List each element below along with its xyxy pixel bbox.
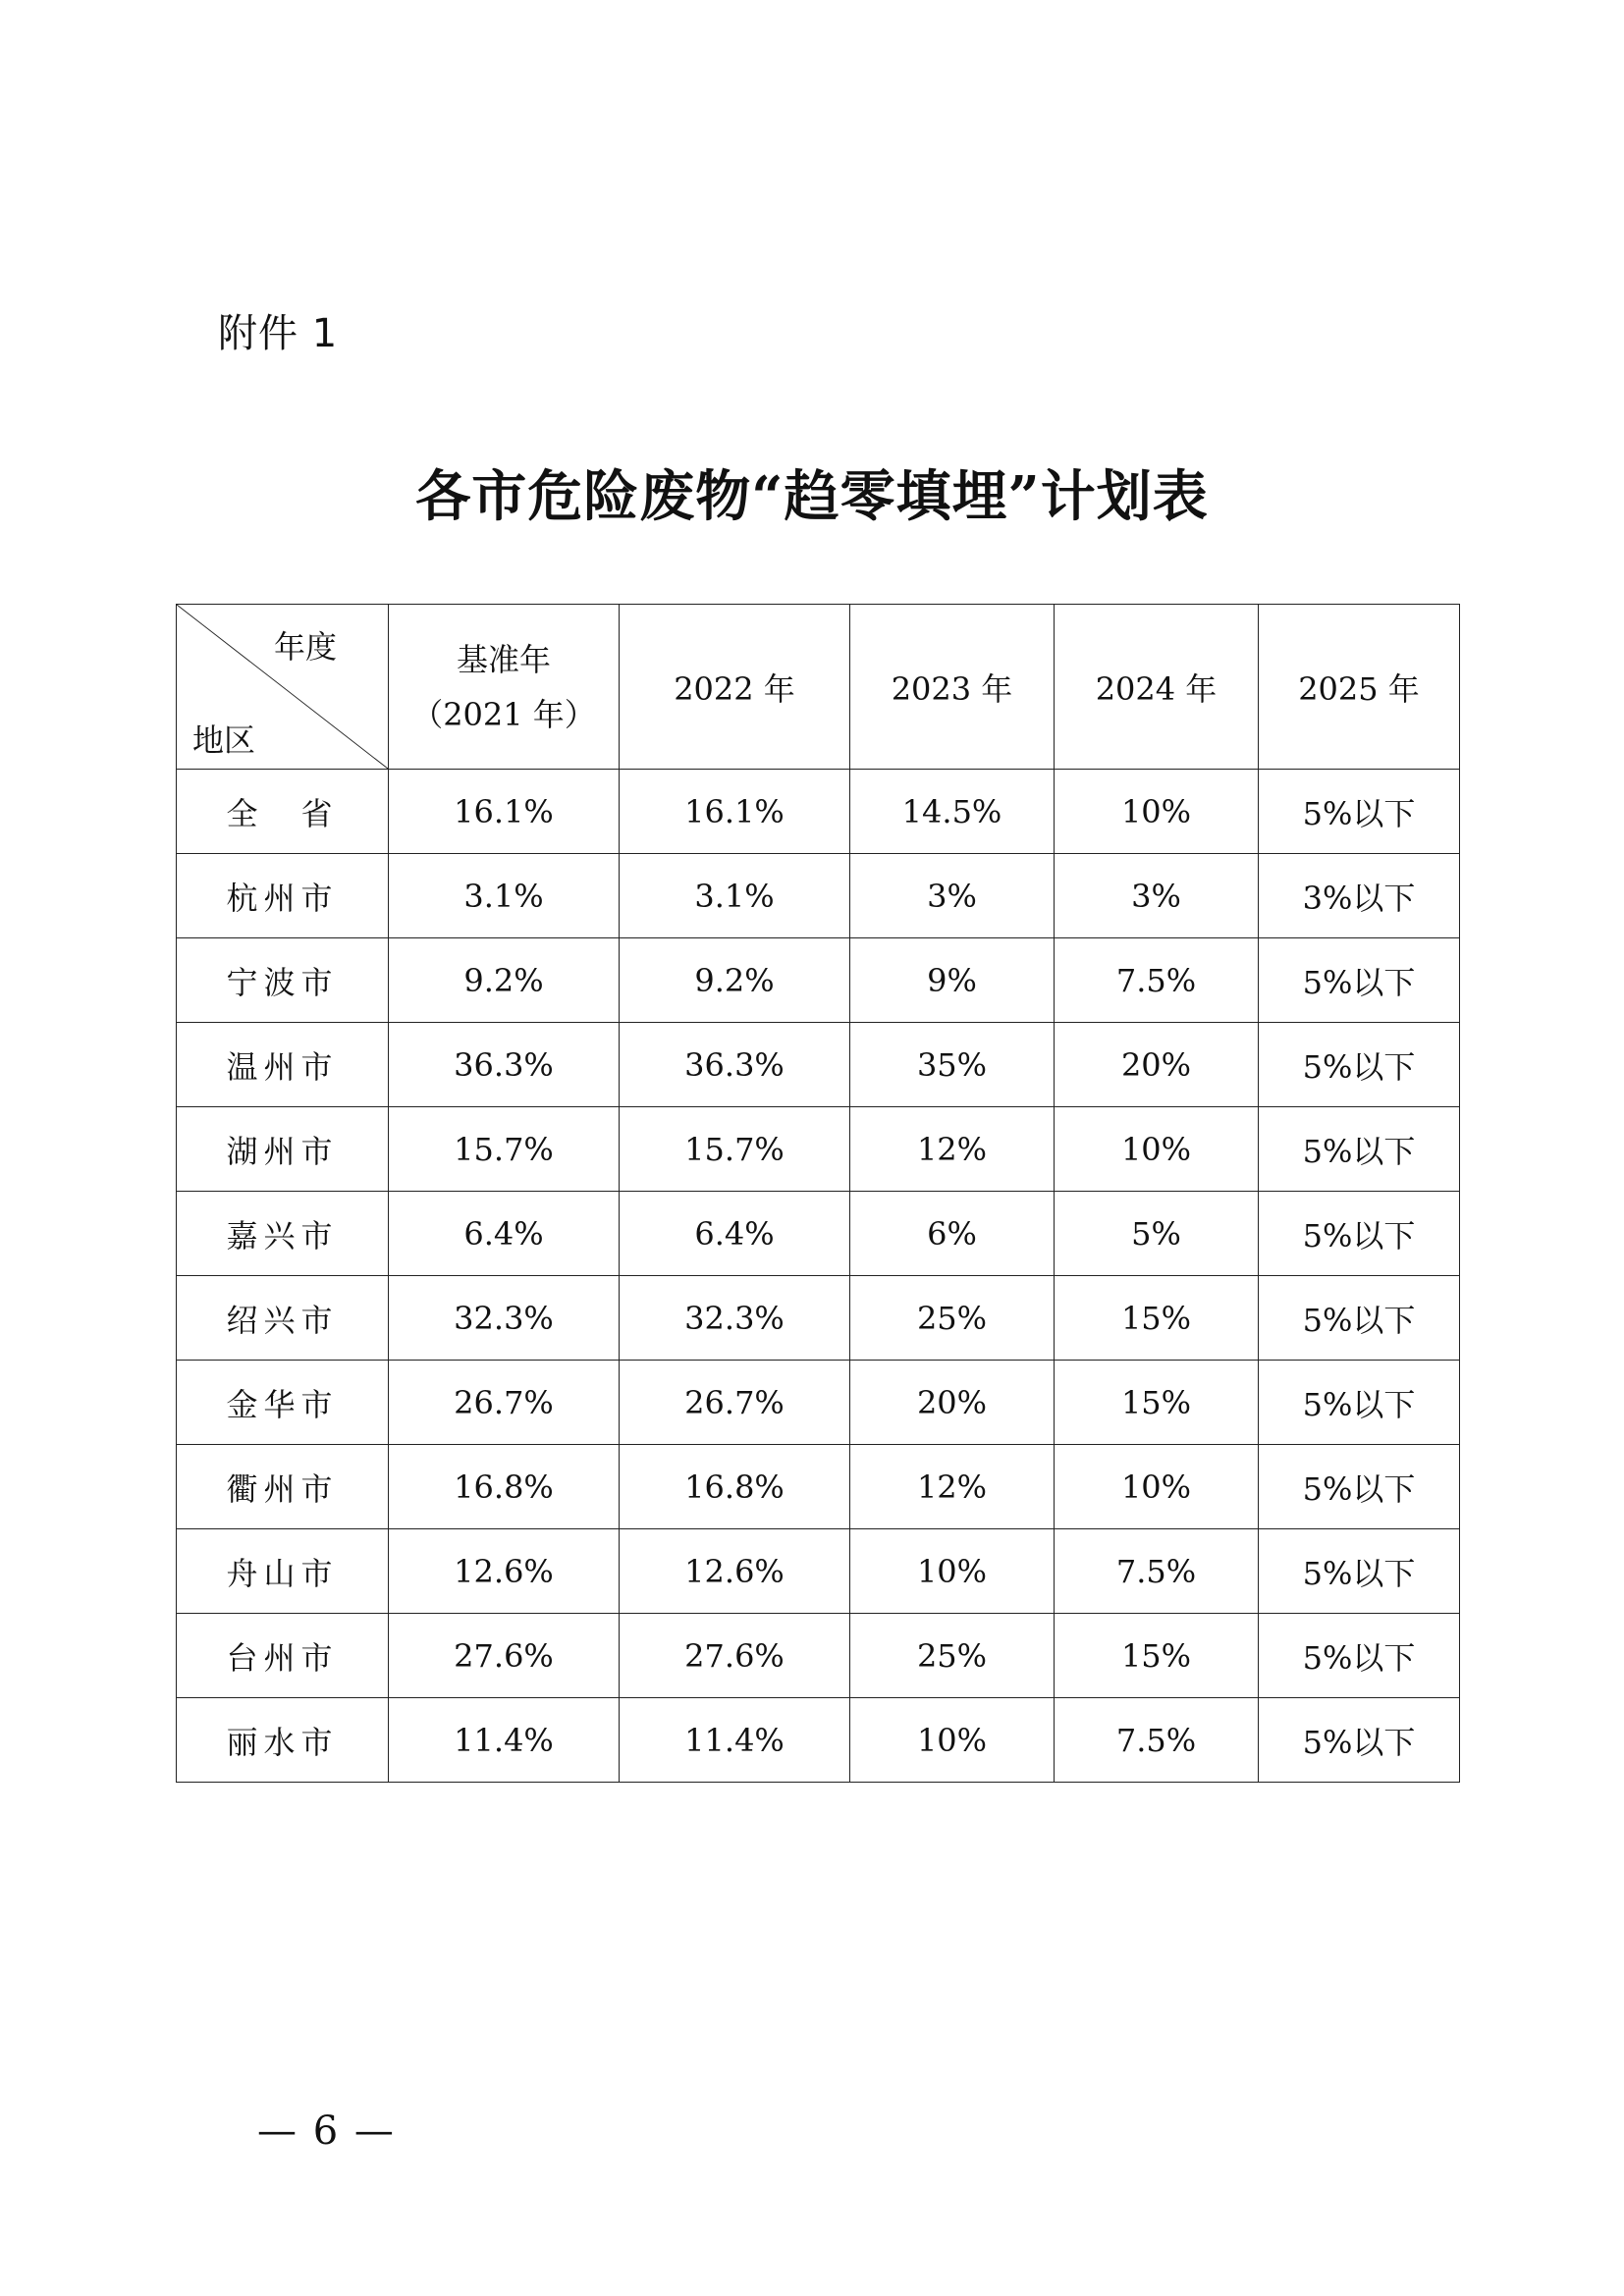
region-cell: 丽水市 — [177, 1698, 389, 1783]
corner-region-label: 地区 — [192, 721, 256, 759]
year-value-cell: 5%以下 — [1259, 1529, 1460, 1614]
year-value-cell: 36.3% — [620, 1023, 850, 1107]
year-value-cell: 5%以下 — [1259, 1276, 1460, 1361]
region-cell: 绍兴市 — [177, 1276, 389, 1361]
year-value-cell: 15.7% — [620, 1107, 850, 1192]
region-cell: 温州市 — [177, 1023, 389, 1107]
region-cell: 金华市 — [177, 1361, 389, 1445]
base-year-value-cell: 3.1% — [389, 854, 620, 938]
year-value-cell: 5%以下 — [1259, 1614, 1460, 1698]
region-cell: 全 省 — [177, 770, 389, 854]
year-value-cell: 5%以下 — [1259, 1698, 1460, 1783]
year-value-cell: 15% — [1055, 1614, 1259, 1698]
table-row — [177, 1698, 1460, 1783]
year-value-cell: 12% — [850, 1107, 1055, 1192]
year-value-cell: 5%以下 — [1259, 1361, 1460, 1445]
header-year-2024: 2024 年 — [1055, 605, 1259, 770]
year-value-cell: 20% — [850, 1361, 1055, 1445]
header-year-2025: 2025 年 — [1259, 605, 1460, 770]
region-cell: 舟山市 — [177, 1529, 389, 1614]
base-year-value-cell: 32.3% — [389, 1276, 620, 1361]
table-row — [177, 1445, 1460, 1529]
table-row — [177, 1361, 1460, 1445]
header-corner-cell — [177, 605, 389, 770]
year-value-cell: 9.2% — [620, 938, 850, 1023]
year-value-cell: 5%以下 — [1259, 938, 1460, 1023]
year-value-cell: 32.3% — [620, 1276, 850, 1361]
year-value-cell: 7.5% — [1055, 1698, 1259, 1783]
corner-year-label: 年度 — [273, 628, 337, 666]
year-value-cell: 14.5% — [850, 770, 1055, 854]
year-value-cell: 35% — [850, 1023, 1055, 1107]
table-row — [177, 854, 1460, 938]
base-year-value-cell: 36.3% — [389, 1023, 620, 1107]
base-year-label: 基准年 — [456, 640, 551, 678]
year-value-cell: 25% — [850, 1276, 1055, 1361]
year-value-cell: 9% — [850, 938, 1055, 1023]
year-value-cell: 15% — [1055, 1276, 1259, 1361]
document-title: 各市危险废物“趋零填埋”计划表 — [415, 464, 1209, 529]
base-year-value-cell: 12.6% — [389, 1529, 620, 1614]
year-value-cell: 10% — [850, 1529, 1055, 1614]
base-year-sub-label: （2021 年） — [411, 695, 596, 733]
year-value-cell: 20% — [1055, 1023, 1259, 1107]
year-value-cell: 3.1% — [620, 854, 850, 938]
year-value-cell: 12.6% — [620, 1529, 850, 1614]
table-row — [177, 1276, 1460, 1361]
header-year-2022: 2022 年 — [620, 605, 850, 770]
year-value-cell: 27.6% — [620, 1614, 850, 1698]
year-value-cell: 3% — [1055, 854, 1259, 938]
base-year-value-cell: 16.1% — [389, 770, 620, 854]
year-value-cell: 6.4% — [620, 1192, 850, 1276]
base-year-value-cell: 27.6% — [389, 1614, 620, 1698]
year-value-cell: 5%以下 — [1259, 1192, 1460, 1276]
header-base-year — [389, 605, 620, 770]
year-value-cell: 15% — [1055, 1361, 1259, 1445]
year-value-cell: 10% — [1055, 1445, 1259, 1529]
table-row — [177, 938, 1460, 1023]
landfill-plan-table — [176, 604, 1460, 1783]
year-value-cell: 6% — [850, 1192, 1055, 1276]
year-value-cell: 16.1% — [620, 770, 850, 854]
year-value-cell: 7.5% — [1055, 1529, 1259, 1614]
year-value-cell: 25% — [850, 1614, 1055, 1698]
year-value-cell: 10% — [1055, 1107, 1259, 1192]
table-row — [177, 1192, 1460, 1276]
base-year-value-cell: 6.4% — [389, 1192, 620, 1276]
year-value-cell: 3% — [850, 854, 1055, 938]
base-year-value-cell: 15.7% — [389, 1107, 620, 1192]
year-value-cell: 3%以下 — [1259, 854, 1460, 938]
table-row — [177, 1614, 1460, 1698]
region-cell: 宁波市 — [177, 938, 389, 1023]
page-number: — 6 — — [257, 2109, 396, 2154]
table-row — [177, 770, 1460, 854]
base-year-value-cell: 9.2% — [389, 938, 620, 1023]
region-cell: 衢州市 — [177, 1445, 389, 1529]
year-value-cell: 11.4% — [620, 1698, 850, 1783]
attachment-label: 附件 1 — [218, 311, 339, 356]
table-row — [177, 1023, 1460, 1107]
year-value-cell: 5%以下 — [1259, 770, 1460, 854]
table-header-row — [177, 605, 1460, 770]
year-value-cell: 10% — [850, 1698, 1055, 1783]
year-value-cell: 5% — [1055, 1192, 1259, 1276]
region-cell: 台州市 — [177, 1614, 389, 1698]
base-year-value-cell: 11.4% — [389, 1698, 620, 1783]
year-value-cell: 5%以下 — [1259, 1107, 1460, 1192]
base-year-value-cell: 16.8% — [389, 1445, 620, 1529]
year-value-cell: 7.5% — [1055, 938, 1259, 1023]
year-value-cell: 10% — [1055, 770, 1259, 854]
region-cell: 嘉兴市 — [177, 1192, 389, 1276]
header-year-2023: 2023 年 — [850, 605, 1055, 770]
table-row — [177, 1529, 1460, 1614]
year-value-cell: 26.7% — [620, 1361, 850, 1445]
year-value-cell: 5%以下 — [1259, 1023, 1460, 1107]
region-cell: 杭州市 — [177, 854, 389, 938]
year-value-cell: 5%以下 — [1259, 1445, 1460, 1529]
table-row — [177, 1107, 1460, 1192]
base-year-value-cell: 26.7% — [389, 1361, 620, 1445]
region-cell: 湖州市 — [177, 1107, 389, 1192]
year-value-cell: 16.8% — [620, 1445, 850, 1529]
year-value-cell: 12% — [850, 1445, 1055, 1529]
